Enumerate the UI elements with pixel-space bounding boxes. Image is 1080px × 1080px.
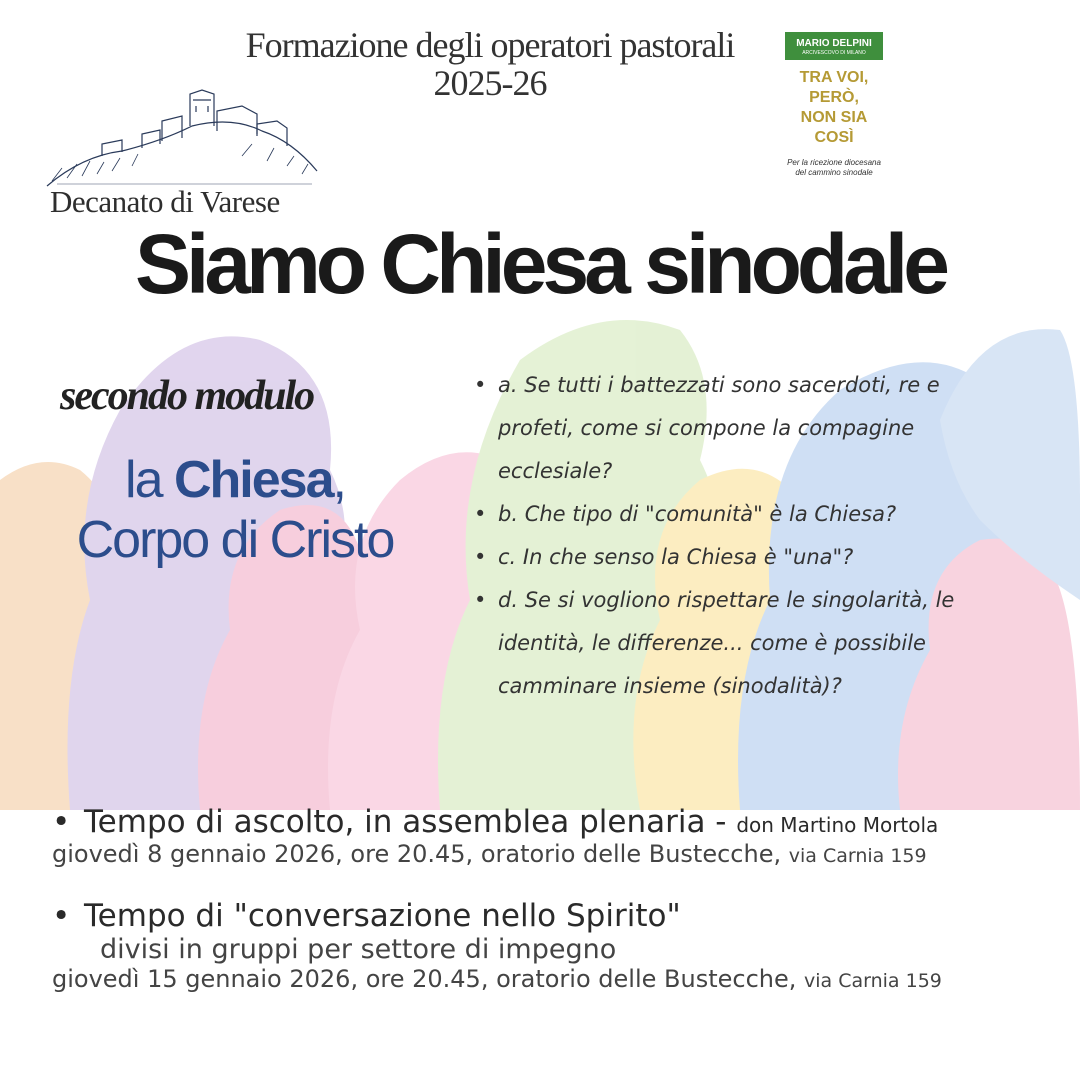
session-title: Tempo di "conversazione nello Spirito" xyxy=(84,898,681,934)
session-heading xyxy=(52,898,1062,934)
book-banner xyxy=(785,32,883,60)
session-date: giovedì 15 gennaio 2026, ore 20.45, oratorio delle Bustecche, xyxy=(52,965,797,993)
session-date-line xyxy=(52,840,1062,868)
session-heading xyxy=(52,804,1062,840)
main-title: Siamo Chiesa sinodale xyxy=(135,217,945,311)
theme-line2: Corpo di Cristo xyxy=(76,511,394,569)
hilltop-village-illustration xyxy=(42,86,322,196)
question-text: In che senso la Chiesa è "una"? xyxy=(522,545,854,569)
book-author: MARIO DELPINI xyxy=(796,38,872,49)
session-address: via Carnia 159 xyxy=(804,970,942,992)
question-continuation: camminare insieme (sinodalità)? xyxy=(498,674,842,698)
book-title-line: COSÌ xyxy=(814,129,854,146)
session-item xyxy=(52,804,1062,868)
question-text: Se tutti i battezzati sono sacerdoti, re e xyxy=(524,373,940,397)
session-address: via Carnia 159 xyxy=(788,845,927,867)
question-item xyxy=(470,536,1030,579)
session-title: Tempo di ascolto, in assemblea plenaria - xyxy=(84,804,727,840)
book-author-role: ARCIVESCOVO DI MILANO xyxy=(802,50,866,56)
question-letter: c. xyxy=(498,545,517,569)
course-title-line1: Formazione degli operatori pastorali xyxy=(245,25,735,65)
theme-line1 xyxy=(20,450,450,510)
question-item xyxy=(470,579,1030,622)
book-subtitle xyxy=(782,158,886,178)
book-title xyxy=(782,68,886,148)
session-date-line xyxy=(52,965,1062,993)
sessions-list xyxy=(52,804,1062,993)
module-label: secondo modulo xyxy=(60,373,314,419)
question-item xyxy=(470,493,1030,536)
bullet-icon: • xyxy=(52,898,71,934)
question-continuation: identità, le differenze... come è possibile xyxy=(498,631,926,655)
session-item xyxy=(52,898,1062,993)
question-continuation: profeti, come si compone la compagine xyxy=(498,416,915,440)
question-letter: a. xyxy=(498,373,518,397)
question-text: Che tipo di "comunità" è la Chiesa? xyxy=(524,502,897,526)
module-theme xyxy=(20,450,450,570)
book-subtitle-line: Per la ricezione diocesana xyxy=(787,158,881,167)
session-date: giovedì 8 gennaio 2026, ore 20.45, oratorio delle Bustecche, xyxy=(52,840,782,868)
book-subtitle-line: del cammino sinodale xyxy=(795,168,873,177)
session-speaker: don Martino Mortola xyxy=(736,813,939,837)
question-letter: b. xyxy=(498,502,519,526)
question-letter: d. xyxy=(498,588,519,612)
course-title-year: 2025-26 xyxy=(433,63,547,103)
deanery-name: Decanato di Varese xyxy=(50,184,280,219)
book-title-line: PERÒ, xyxy=(809,89,859,106)
theme-part1: la xyxy=(125,451,174,509)
question-continuation: ecclesiale? xyxy=(498,459,613,483)
question-text: Se si vogliono rispettare le singolarità, le xyxy=(524,588,955,612)
bullet-icon: • xyxy=(52,804,71,840)
theme-part3: , xyxy=(332,451,345,509)
theme-keyword: Chiesa xyxy=(173,451,333,509)
questions-list xyxy=(470,364,1030,708)
book-cover xyxy=(782,32,886,197)
book-title-line: TRA VOI, xyxy=(799,69,869,86)
session-subtitle: divisi in gruppi per settore di impegno xyxy=(100,934,617,965)
book-title-line: NON SIA xyxy=(800,109,868,126)
question-item xyxy=(470,364,1030,407)
